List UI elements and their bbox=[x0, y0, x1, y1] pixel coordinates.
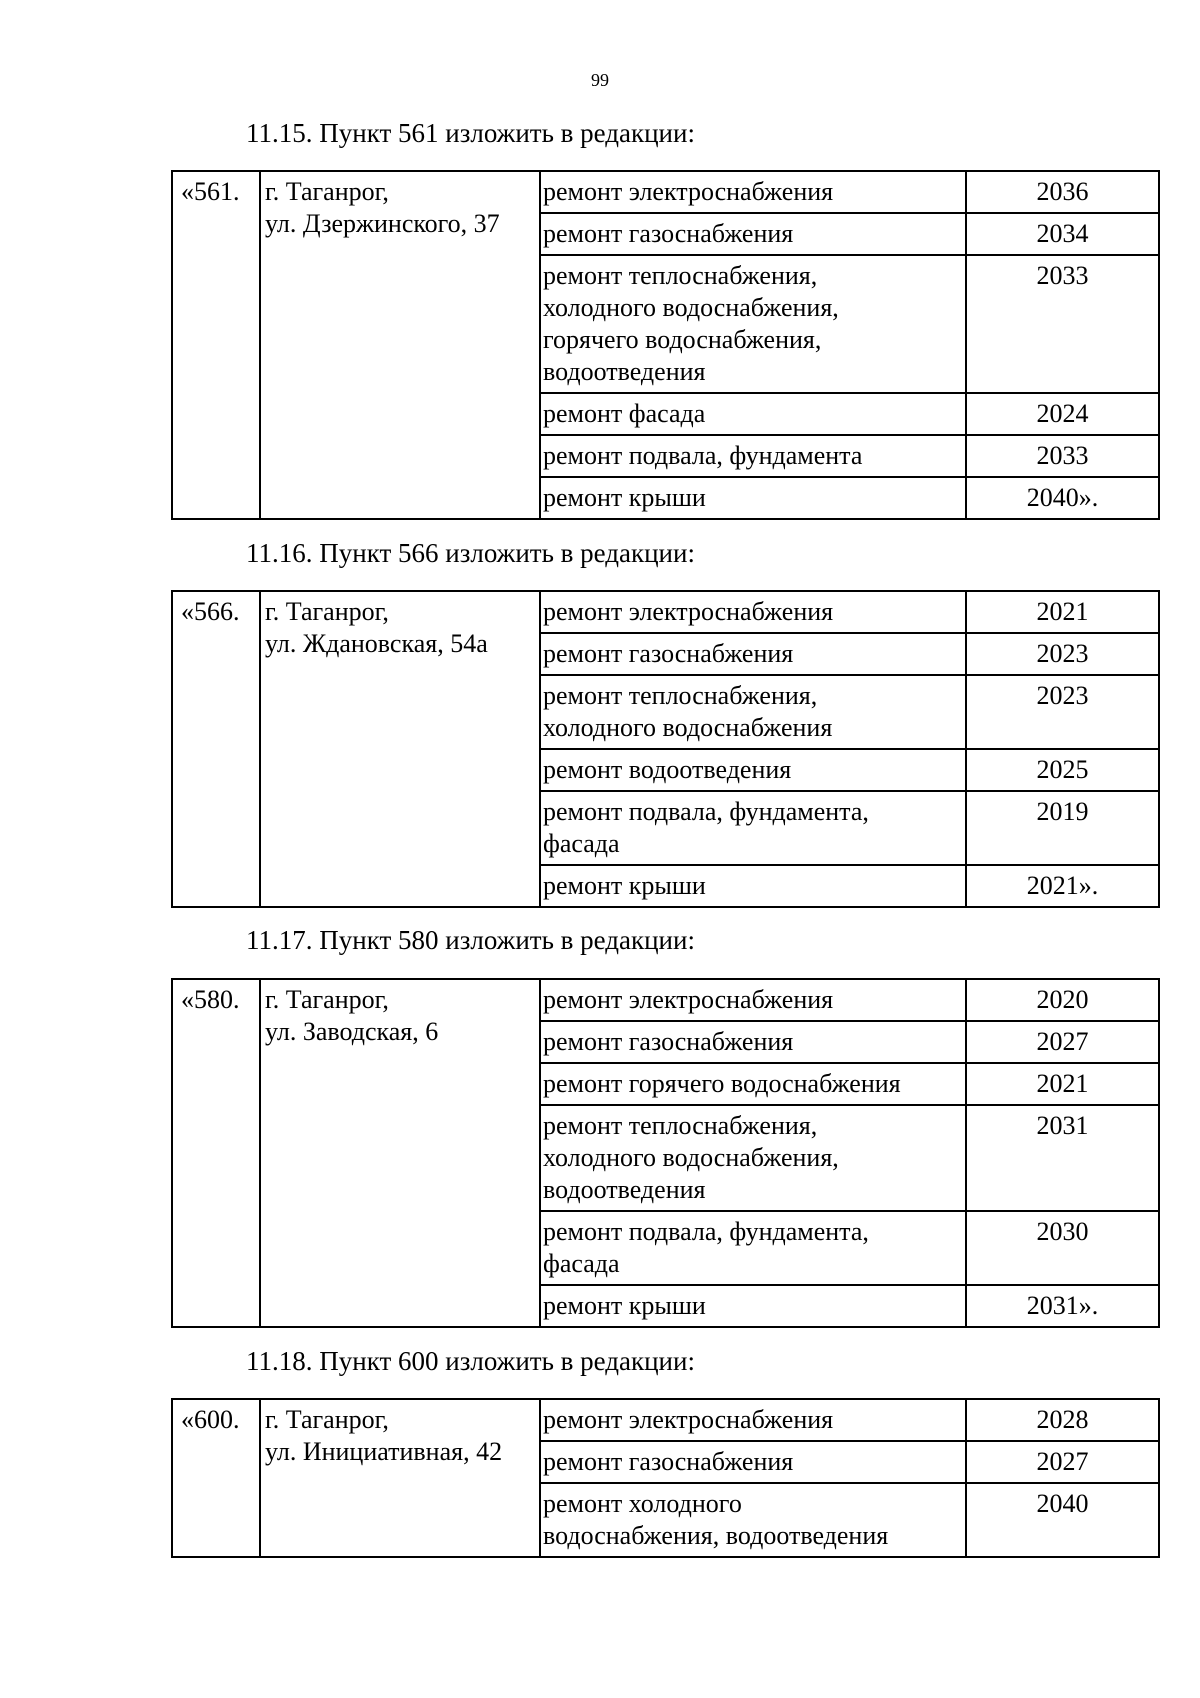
work-cell bbox=[540, 979, 966, 1021]
work-line: ремонт теплоснабжения, bbox=[543, 261, 818, 290]
year-cell: 2030 bbox=[966, 1211, 1159, 1285]
year-cell: 2023 bbox=[966, 675, 1159, 749]
work-cell bbox=[540, 633, 966, 675]
year-cell: 2040 bbox=[966, 1483, 1159, 1557]
address-line: г. Таганрог, bbox=[265, 177, 389, 206]
work-cell bbox=[540, 1021, 966, 1063]
work-line: ремонт подвала, фундамента, bbox=[543, 797, 869, 826]
work-line: холодного водоснабжения bbox=[543, 713, 833, 742]
year-cell: 2031». bbox=[966, 1285, 1159, 1327]
work-line: ремонт газоснабжения bbox=[543, 1027, 794, 1056]
address-line: ул. Заводская, 6 bbox=[265, 1017, 439, 1046]
work-cell bbox=[540, 171, 966, 213]
work-cell bbox=[540, 1285, 966, 1327]
section-heading-11-17: 11.17. Пункт 580 изложить в редакции: bbox=[246, 925, 695, 955]
year-cell: 2021». bbox=[966, 865, 1159, 907]
year-cell: 2027 bbox=[966, 1441, 1159, 1483]
year-cell: 2031 bbox=[966, 1105, 1159, 1211]
work-cell bbox=[540, 591, 966, 633]
work-cell bbox=[540, 1105, 966, 1211]
work-cell bbox=[540, 749, 966, 791]
section-heading-11-16: 11.16. Пункт 566 изложить в редакции: bbox=[246, 538, 695, 568]
work-line: ремонт горячего водоснабжения bbox=[543, 1069, 901, 1098]
work-cell bbox=[540, 393, 966, 435]
work-cell bbox=[540, 213, 966, 255]
year-cell: 2024 bbox=[966, 393, 1159, 435]
amendment-table-580 bbox=[171, 978, 1160, 1328]
work-line: ремонт подвала, фундамента, bbox=[543, 1217, 869, 1246]
address-line: г. Таганрог, bbox=[265, 1405, 389, 1434]
work-cell bbox=[540, 1399, 966, 1441]
year-cell: 2025 bbox=[966, 749, 1159, 791]
work-cell bbox=[540, 1441, 966, 1483]
work-cell bbox=[540, 255, 966, 393]
work-line: ремонт крыши bbox=[543, 871, 706, 900]
work-line: ремонт электроснабжения bbox=[543, 177, 834, 206]
address-cell bbox=[260, 979, 540, 1327]
year-cell: 2020 bbox=[966, 979, 1159, 1021]
work-cell bbox=[540, 1063, 966, 1105]
work-line: ремонт теплоснабжения, bbox=[543, 681, 818, 710]
work-line: холодного водоснабжения, bbox=[543, 1143, 839, 1172]
work-line: ремонт фасада bbox=[543, 399, 706, 428]
work-cell bbox=[540, 435, 966, 477]
amendment-table-600 bbox=[171, 1398, 1160, 1558]
work-line: ремонт газоснабжения bbox=[543, 639, 794, 668]
year-cell: 2040». bbox=[966, 477, 1159, 519]
item-number: «561. bbox=[172, 171, 260, 519]
work-line: водоотведения bbox=[543, 357, 706, 386]
address-line: ул. Ждановская, 54а bbox=[265, 629, 488, 658]
year-cell: 2033 bbox=[966, 435, 1159, 477]
work-cell bbox=[540, 477, 966, 519]
address-cell bbox=[260, 1399, 540, 1557]
work-line: водоснабжения, водоотведения bbox=[543, 1521, 889, 1550]
year-cell: 2023 bbox=[966, 633, 1159, 675]
item-number: «600. bbox=[172, 1399, 260, 1557]
work-line: холодного водоснабжения, bbox=[543, 293, 839, 322]
work-cell bbox=[540, 791, 966, 865]
work-line: ремонт водоотведения bbox=[543, 755, 792, 784]
address-cell bbox=[260, 171, 540, 519]
address-line: ул. Инициативная, 42 bbox=[265, 1437, 503, 1466]
work-line: ремонт электроснабжения bbox=[543, 597, 834, 626]
work-line: ремонт теплоснабжения, bbox=[543, 1111, 818, 1140]
section-heading-11-18: 11.18. Пункт 600 изложить в редакции: bbox=[246, 1346, 695, 1376]
year-cell: 2019 bbox=[966, 791, 1159, 865]
work-cell bbox=[540, 675, 966, 749]
section-heading-11-15: 11.15. Пункт 561 изложить в редакции: bbox=[246, 118, 695, 148]
year-cell: 2027 bbox=[966, 1021, 1159, 1063]
work-line: водоотведения bbox=[543, 1175, 706, 1204]
address-line: г. Таганрог, bbox=[265, 597, 389, 626]
year-cell: 2036 bbox=[966, 171, 1159, 213]
work-line: ремонт холодного bbox=[543, 1489, 742, 1518]
item-number: «580. bbox=[172, 979, 260, 1327]
work-line: фасада bbox=[543, 1249, 620, 1278]
amendment-table-561 bbox=[171, 170, 1160, 520]
address-line: г. Таганрог, bbox=[265, 985, 389, 1014]
work-cell bbox=[540, 865, 966, 907]
work-line: фасада bbox=[543, 829, 620, 858]
work-line: ремонт крыши bbox=[543, 483, 706, 512]
address-line: ул. Дзержинского, 37 bbox=[265, 209, 500, 238]
year-cell: 2021 bbox=[966, 1063, 1159, 1105]
page-number: 99 bbox=[591, 70, 609, 90]
work-cell bbox=[540, 1211, 966, 1285]
work-line: ремонт электроснабжения bbox=[543, 1405, 834, 1434]
work-line: ремонт подвала, фундамента bbox=[543, 441, 863, 470]
work-line: ремонт газоснабжения bbox=[543, 1447, 794, 1476]
year-cell: 2034 bbox=[966, 213, 1159, 255]
amendment-table-566 bbox=[171, 590, 1160, 908]
work-line: ремонт электроснабжения bbox=[543, 985, 834, 1014]
year-cell: 2028 bbox=[966, 1399, 1159, 1441]
item-number: «566. bbox=[172, 591, 260, 907]
work-line: ремонт газоснабжения bbox=[543, 219, 794, 248]
work-line: ремонт крыши bbox=[543, 1291, 706, 1320]
work-line: горячего водоснабжения, bbox=[543, 325, 822, 354]
address-cell bbox=[260, 591, 540, 907]
year-cell: 2021 bbox=[966, 591, 1159, 633]
year-cell: 2033 bbox=[966, 255, 1159, 393]
work-cell bbox=[540, 1483, 966, 1557]
